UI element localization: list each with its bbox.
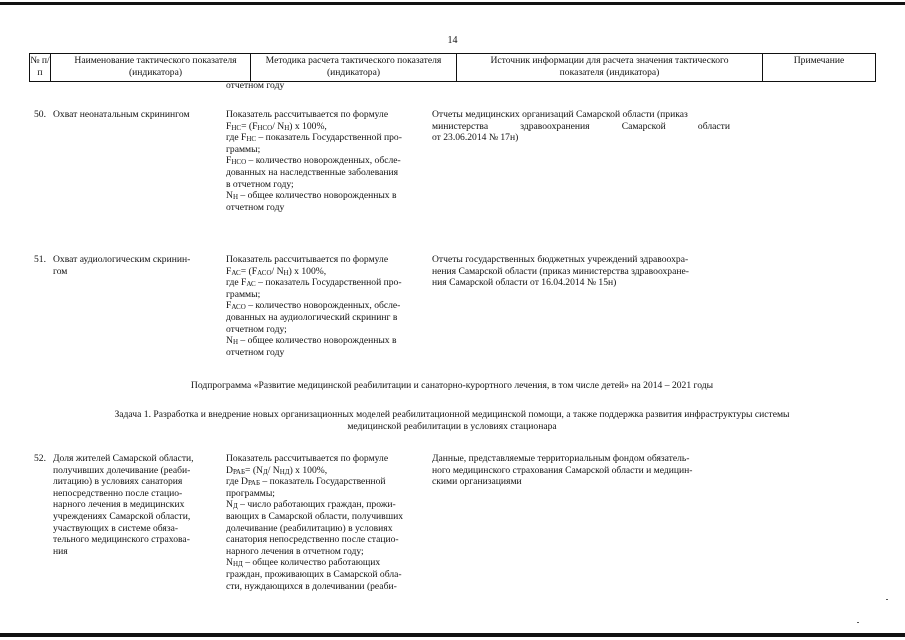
method-text: Показатель рассчитывается по формуле FАС= (FАСО/ NН) х 100%, где FАС – показатель Государственной про- граммы; FАСО – количество новорожденных, обсле- дованных на аудиологический скрининг в отчетном году; NН – общее количество новорожденных в отчетном году xyxy=(226,254,424,358)
method-text: Показатель рассчитывается по формуле DРАБ= (NД/ NНД) х 100%, где DРАБ – показатель Государственной программы; NД – число работающих граждан, прожи- вающих в Самарской области, получивших долечивание (реабилитацию) в условиях санатория непосредственно после стацио- нарного лечения в отчетном году; NНД – общее количество работающих граждан, проживающих в Самарской обла- сти, нуждающихся в долечивании (реаби- xyxy=(226,453,424,592)
header-num: № п/п xyxy=(30,54,51,81)
top-border-line xyxy=(0,2,905,5)
row-number: 51. xyxy=(34,254,46,265)
header-note: Примечание xyxy=(763,54,876,81)
subprogram-heading: Подпрограмма «Развитие медицинской реабилитации и санаторно-курортного лечения, в том числе детей» на 2014 – 2021 годы xyxy=(190,380,714,391)
indicator-name: Охват аудиологическим скринин- гом xyxy=(53,254,191,277)
header-method: Методика расчета тактического показателя (индикатора) xyxy=(251,54,457,81)
scan-speck xyxy=(857,622,859,623)
row-number: 50. xyxy=(34,109,46,120)
indicator-name: Доля жителей Самарской области, получивших долечивание (реаби- литацию) в условиях санатория непосредственно после стацио- нарного лечения в медицинских учреждениях Самарской области, участвующих в системе обяза- тельного медицинского страхова- ния xyxy=(53,453,194,557)
scan-speck xyxy=(886,599,888,600)
header-source: Источник информации для расчета значения тактического показателя (индикатора) xyxy=(457,54,763,81)
formula: FНС= (FНСО/ NН) х 100%, xyxy=(226,120,327,132)
header-name: Наименование тактического показателя (индикатора) xyxy=(51,54,251,81)
task-heading: Задача 1. Разработка и внедрение новых организационных моделей реабилитационной медицинской помощи, а также поддержка развития инфраструктуры системы медицинской реабилитации в условиях стационара xyxy=(114,409,790,432)
carry-over-text: отчетном году xyxy=(226,80,285,91)
indicator-name: Охват неонатальным скринингом xyxy=(53,109,190,120)
method-text: Показатель рассчитывается по формуле FНС= (FНСО/ NН) х 100%, где FНС – показатель Государственной про- граммы; FНСО – количество новорожденных, обсле- дованных на наследственные заболевания в отчетном году; NН – общее количество новорожденных в отчетном году xyxy=(226,109,424,213)
page-number: 14 xyxy=(447,35,458,46)
formula: FАС= (FАСО/ NН) х 100%, xyxy=(226,265,327,277)
formula: DРАБ= (NД/ NНД) х 100%, xyxy=(226,464,328,476)
source-text: Отчеты государственных бюджетных учреждений здравоохра- нения Самарской области (приказ министерства здравоохране- ния Самарской области от 16.04.2014 № 15н) xyxy=(432,254,689,289)
table-header xyxy=(29,53,876,82)
bottom-border-line xyxy=(0,633,905,637)
row-number: 52. xyxy=(34,453,46,464)
source-text: Данные, представляемые территориальным фондом обязатель- ного медицинского страхования Самарской области и медицин- скими организациями xyxy=(432,453,693,488)
source-text: Отчеты медицинских организаций Самарской области (приказ министерства здравоохранения Самарской области от 23.06.2014 № 17н) xyxy=(432,109,730,144)
